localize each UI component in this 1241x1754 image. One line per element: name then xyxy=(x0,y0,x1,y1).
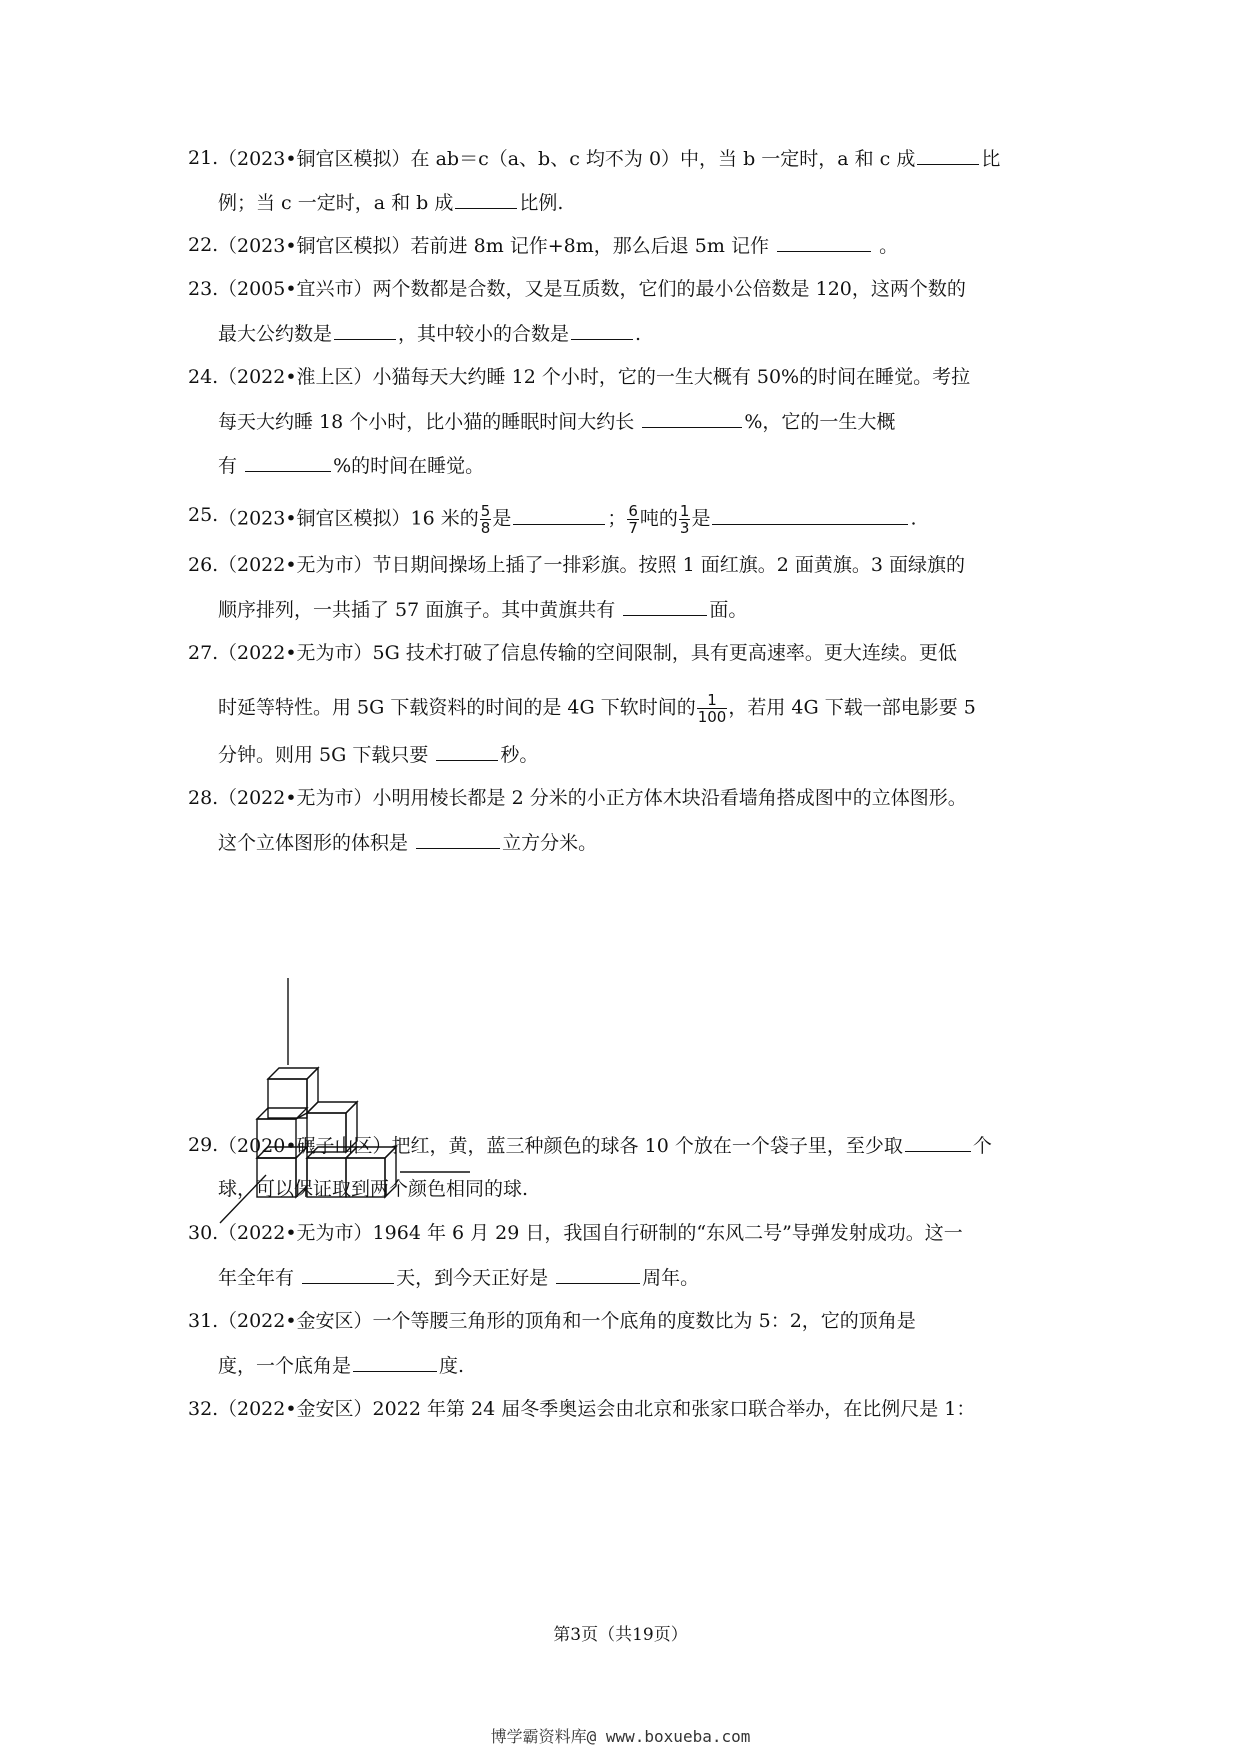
question-text: （2023•铜官区模拟）若前进 8m 记作+8m，那么后退 5m 记作 xyxy=(218,235,769,257)
question-text: （2020•碾子山区）把红，黄，蓝三种颜色的球各 10 个放在一个袋子里，至少取 xyxy=(218,1135,903,1157)
page-footer: 第3页（共19页） xyxy=(553,1625,688,1645)
answer-blank[interactable] xyxy=(416,830,500,849)
answer-blank[interactable] xyxy=(712,506,908,525)
question-text: （2023•铜官区模拟）在 ab＝c（a、b、c 均不为 0）中，当 b 一定时，a 和 c 成 xyxy=(218,148,916,170)
question-number: 21. xyxy=(188,147,219,169)
question-number: 29. xyxy=(188,1134,219,1156)
answer-blank[interactable] xyxy=(245,453,331,472)
answer-blank[interactable] xyxy=(436,742,498,761)
answer-blank[interactable] xyxy=(642,409,742,428)
question-text: （2022•无为市）节日期间操场上插了一排彩旗。按照 1 面红旗。2 面黄旗。3 面绿旗的 xyxy=(218,554,965,576)
answer-blank[interactable] xyxy=(455,190,517,209)
question-number: 26. xyxy=(188,554,219,576)
answer-blank[interactable] xyxy=(917,146,979,165)
question-number: 22. xyxy=(188,234,219,256)
question-number: 23. xyxy=(188,278,219,300)
question-text: （2022•无为市）1964 年 6 月 29 日，我国自行研制的“东风二号”导弹发射成功。这一 xyxy=(218,1222,963,1244)
answer-blank[interactable] xyxy=(353,1353,437,1372)
question-number: 30. xyxy=(188,1222,219,1244)
watermark: 博学霸资料库@ www.boxueba.com xyxy=(490,1727,751,1746)
answer-blank[interactable] xyxy=(334,321,396,340)
question-number: 31. xyxy=(188,1310,219,1332)
question-text: （2022•无为市）小明用棱长都是 2 分米的小正方体木块沿看墙角搭成图中的立体图形。 xyxy=(218,787,967,809)
question-number: 27. xyxy=(188,642,219,664)
cube-top xyxy=(268,1068,318,1079)
fraction: $\frac{1}{3}$ xyxy=(679,502,690,537)
question-number: 25. xyxy=(188,504,219,526)
question-text: （2022•淮上区）小猫每天大约睡 12 个小时，它的一生大概有 50%的时间在睡觉。考拉 xyxy=(218,366,971,388)
answer-blank[interactable] xyxy=(556,1265,640,1284)
cube-stack-figure xyxy=(210,975,470,1250)
answer-blank[interactable] xyxy=(905,1133,971,1152)
question-text: （2023•铜官区模拟）16 米的 xyxy=(218,507,479,530)
question-number: 32. xyxy=(188,1398,219,1420)
fraction: $\frac{1}{100}$ xyxy=(697,691,727,726)
cube-top xyxy=(307,1102,357,1113)
answer-blank[interactable] xyxy=(571,321,633,340)
answer-blank[interactable] xyxy=(302,1265,394,1284)
cube xyxy=(268,1079,307,1118)
answer-blank[interactable] xyxy=(623,597,707,616)
cube-side xyxy=(307,1068,318,1113)
question-number: 24. xyxy=(188,366,219,388)
question-text: （2022•金安区）2022 年第 24 届冬季奥运会由北京和张家口联合举办，在比例尺是 1： xyxy=(218,1398,976,1420)
answer-blank[interactable] xyxy=(777,233,871,252)
question-text: （2022•无为市）5G 技术打破了信息传输的空间限制，具有更高速率。更大连续。更低 xyxy=(218,642,957,664)
answer-blank[interactable] xyxy=(513,506,605,525)
fraction: $\frac{6}{7}$ xyxy=(628,502,638,537)
question-text: （2005•宜兴市）两个数都是合数，又是互质数，它们的最小公倍数是 120，这两个数的 xyxy=(218,278,966,300)
fraction: $\frac{5}{8}$ xyxy=(480,502,491,537)
question-number: 28. xyxy=(188,787,219,809)
question-text: （2022•金安区）一个等腰三角形的顶角和一个底角的度数比为 5：2，它的顶角是 xyxy=(218,1310,916,1332)
